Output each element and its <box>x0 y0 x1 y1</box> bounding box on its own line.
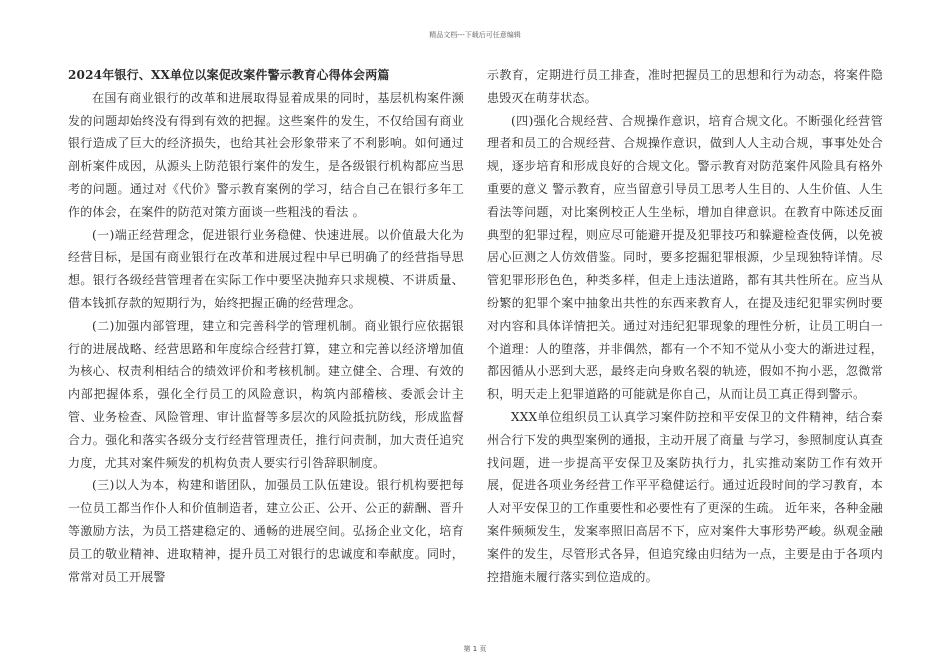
document-title: 2024年银行、XX单位以案促改案件警示教育心得体会两篇 <box>68 68 390 82</box>
left-column <box>68 64 464 588</box>
page-number: 第 1 页 <box>463 645 487 653</box>
paragraph: 在国有商业银行的改革和进展取得显着成果的同时，基层机构案件濒发的问题却始终没有得到有效的把握。这些案件的发生，不仅给国有商业银行造成了巨大的经济损失，也给其社会形象带来了不利影响。如何通过剖析案件成因，从源头上防范银行案件的发生，是各级银行机构都应当思考的问题。通过对《代价》警示教育案例的学习，结合自己在银行多年工作的体会，在案件的防范对策方面谈一些粗浅的看法 。 <box>68 90 464 219</box>
paragraph: (三)以人为本，构建和谐团队，加强员工队伍建设。银行机构要把每一位员工都当作仆人和价值制造者，建立公正、公开、公正的薪酬、晋升等激励方法，为员工搭建稳定的、通畅的进展空间。弘扬企业文化，培育员工的敬业精神、进取精神，提升员工对银行的忠诚度和奉献度。同时，常常对员工开展警 <box>68 478 464 584</box>
paragraph-continued: 示教育，定期进行员工排查，准时把握员工的思想和行为动态，将案件隐患毁灭在萌芽状态。 <box>487 68 883 105</box>
paragraph: (四)强化合规经营、合规操作意识，培育合规文化。不断强化经营管理者和员工的合规经营、合规操作意识，做到人人主动合规，事事处处合规，逐步培育和形成良好的合规文化。警示教育对防范案件风险具有格外重要的意义 警示教育，应当留意引导员工思考人生目的、人生价值、人生看法等问题，对比案例校正人生坐标，增加自律意识。在教育中陈述反面典型的犯罪过程，则应尽可能避开提及犯罪技巧和躲避检查伎俩，以免被居心叵测之人仿效借鉴。同时，要多挖掘犯罪根源，少呈现独特详情。尽管犯罪形形色色，种类多样，但走上违法道路，都有其共性所在。应当从纷繁的犯罪个案中抽象出共性的东西来教育人，在提及违纪犯罪实例时要对内容和具体详情把关。通过对违纪犯罪现象的理性分析，让员工明白一个道理：人的堕落，并非偶然，都有一个不知不觉从小变大的渐进过程，都因循从小恶到大恶，最终走向身败名裂的轨迹，假如不拘小恶，忽微常积，明天走上犯罪道路的可能就是你自己，从而让员工真正得到警示。 <box>487 113 883 402</box>
page-header: 精品文档---下载后可任意编辑 <box>429 31 521 39</box>
paragraph: (一)端正经营理念，促进银行业务稳健、快速进展。以价值最大化为经营目标，是国有商业银行在改革和进展过程中早已明确了的经营指导思想。银行各级经营管理者在实际工作中要坚决抛弃只求规模、不讲质量、借本钱抓存款的短期行为，始终把握正确的经营理念。 <box>68 227 464 310</box>
right-column <box>487 64 883 588</box>
paragraph: (二)加强内部管理，建立和完善科学的管理机制。商业银行应依据银行的进展战略、经营思路和年度综合经营打算，建立和完善以经济增加值为核心、权责利相结合的绩效评价和考核机制。建立健全、合理、有效的内部把握体系，强化全行员工的风险意识，构筑内部稽核、委派会计主管、业务检查、风险管理、审计监督等多层次的风险抵抗防线，形成监督合力。强化和落实各级分支行经营管理责任，推行问责制，加大责任追究力度，尤其对案件频发的机构负责人要实行引咎辞职制度。 <box>68 318 464 470</box>
paragraph: XXX单位组织员工认真学习案件防控和平安保卫的文件精神，结合秦州合行下发的典型案例的通报，主动开展了商量 与学习，参照制度认真查找问题，进一步提高平安保卫及案防执行力，扎实推动案防工作有效开展，促进各项业务经营工作平平稳健运行。通过近段时间的学习教育，本人对平安保卫的工作重要性和必要性有了更深的生疏。 近年来，各种金融案件频频发生，发案率照旧高居不下，应对案件大事形势严峻。纵观金融案件的发生，尽管形式各异，但追究缘由归结为一点，主要是由于各项内控措施未履行落实到位造成的。 <box>487 409 883 584</box>
